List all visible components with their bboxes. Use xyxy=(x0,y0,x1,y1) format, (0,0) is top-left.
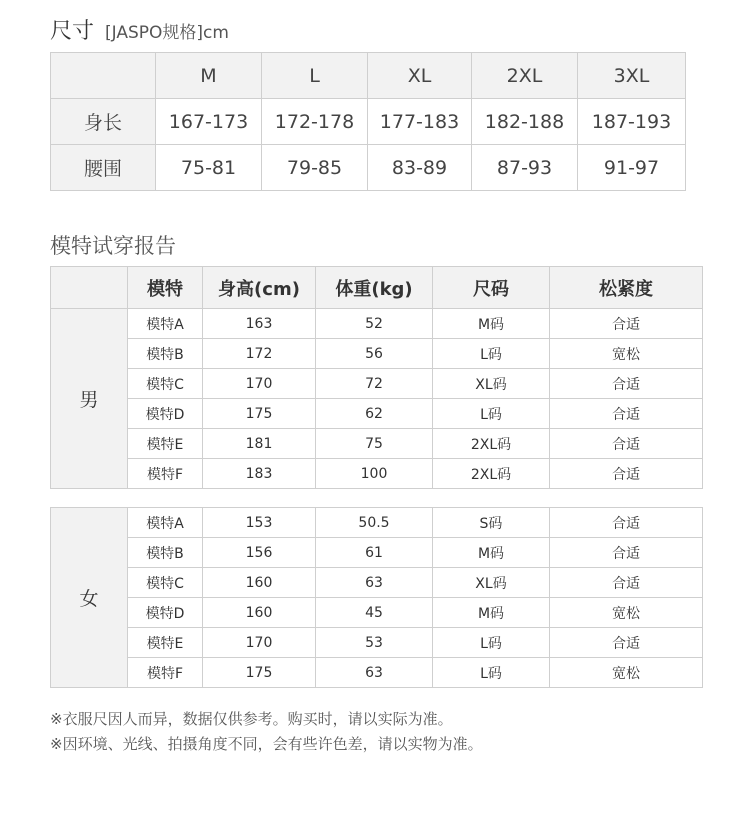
model-name: 模特E xyxy=(128,429,203,459)
model-size: XL码 xyxy=(433,369,550,399)
model-fit: 合适 xyxy=(550,568,703,598)
footnotes xyxy=(50,707,483,757)
model-fit: 合适 xyxy=(550,369,703,399)
model-size: L码 xyxy=(433,399,550,429)
model-weight: 50.5 xyxy=(316,508,433,538)
table-row xyxy=(51,399,703,429)
model-name: 模特F xyxy=(128,658,203,688)
footnote: ※衣服尺因人而异，数据仅供参考。购买时，请以实际为准。 xyxy=(50,710,453,728)
model-col-header: 体重(kg) xyxy=(316,267,433,309)
size-row-label: 腰围 xyxy=(51,145,156,191)
size-cell: 172-178 xyxy=(262,99,368,145)
table-row xyxy=(51,628,703,658)
model-fit: 合适 xyxy=(550,429,703,459)
model-fit: 合适 xyxy=(550,628,703,658)
model-fit: 合适 xyxy=(550,459,703,489)
female-model-table xyxy=(50,507,703,688)
model-size: 2XL码 xyxy=(433,429,550,459)
model-height: 183 xyxy=(203,459,316,489)
model-fit: 合适 xyxy=(550,508,703,538)
model-name: 模特D xyxy=(128,598,203,628)
model-weight: 56 xyxy=(316,339,433,369)
model-name: 模特F xyxy=(128,459,203,489)
model-height: 153 xyxy=(203,508,316,538)
size-cell: 87-93 xyxy=(472,145,578,191)
model-size: L码 xyxy=(433,658,550,688)
size-subtitle: [JASPO规格]cm xyxy=(105,23,229,43)
size-col-header: XL xyxy=(368,53,472,99)
model-name: 模特C xyxy=(128,369,203,399)
table-row xyxy=(51,309,703,339)
model-size: L码 xyxy=(433,339,550,369)
size-title xyxy=(50,14,229,45)
model-col-header: 松紧度 xyxy=(550,267,703,309)
model-section-title: 模特试穿报告 xyxy=(50,234,176,258)
size-col-header: M xyxy=(156,53,262,99)
model-height: 175 xyxy=(203,399,316,429)
model-height: 170 xyxy=(203,628,316,658)
model-weight: 53 xyxy=(316,628,433,658)
model-weight: 62 xyxy=(316,399,433,429)
gender-label: 男 xyxy=(51,309,128,489)
table-row xyxy=(51,429,703,459)
model-height: 181 xyxy=(203,429,316,459)
model-height: 163 xyxy=(203,309,316,339)
model-weight: 63 xyxy=(316,568,433,598)
model-fit: 合适 xyxy=(550,309,703,339)
table-row xyxy=(51,339,703,369)
model-size: M码 xyxy=(433,538,550,568)
model-fit: 宽松 xyxy=(550,598,703,628)
table-row xyxy=(51,538,703,568)
size-cell: 182-188 xyxy=(472,99,578,145)
model-size: 2XL码 xyxy=(433,459,550,489)
model-weight: 61 xyxy=(316,538,433,568)
male-model-table xyxy=(50,266,703,489)
model-weight: 75 xyxy=(316,429,433,459)
model-name: 模特A xyxy=(128,508,203,538)
size-header-row xyxy=(51,53,686,99)
size-cell: 91-97 xyxy=(578,145,686,191)
model-name: 模特E xyxy=(128,628,203,658)
model-col-header: 身高(cm) xyxy=(203,267,316,309)
size-table xyxy=(50,52,686,191)
size-col-header: 3XL xyxy=(578,53,686,99)
model-weight: 72 xyxy=(316,369,433,399)
model-size: S码 xyxy=(433,508,550,538)
size-title-text: 尺寸 xyxy=(50,19,95,44)
model-height: 170 xyxy=(203,369,316,399)
gender-header-cell xyxy=(51,267,128,309)
size-corner-cell xyxy=(51,53,156,99)
model-col-header: 尺码 xyxy=(433,267,550,309)
table-row xyxy=(51,369,703,399)
size-row-length xyxy=(51,99,686,145)
model-fit: 合适 xyxy=(550,399,703,429)
model-name: 模特B xyxy=(128,538,203,568)
model-name: 模特A xyxy=(128,309,203,339)
model-size: M码 xyxy=(433,598,550,628)
model-fit: 宽松 xyxy=(550,339,703,369)
model-fit: 合适 xyxy=(550,538,703,568)
size-cell: 177-183 xyxy=(368,99,472,145)
model-name: 模特C xyxy=(128,568,203,598)
model-height: 175 xyxy=(203,658,316,688)
model-weight: 100 xyxy=(316,459,433,489)
model-height: 172 xyxy=(203,339,316,369)
size-cell: 79-85 xyxy=(262,145,368,191)
footnote: ※因环境、光线、拍摄角度不同，会有些许色差，请以实物为准。 xyxy=(50,735,483,753)
table-row xyxy=(51,568,703,598)
model-size: L码 xyxy=(433,628,550,658)
model-size: M码 xyxy=(433,309,550,339)
size-cell: 83-89 xyxy=(368,145,472,191)
model-fit: 宽松 xyxy=(550,658,703,688)
size-cell: 75-81 xyxy=(156,145,262,191)
model-height: 160 xyxy=(203,568,316,598)
model-weight: 63 xyxy=(316,658,433,688)
model-col-header: 模特 xyxy=(128,267,203,309)
model-size: XL码 xyxy=(433,568,550,598)
model-weight: 45 xyxy=(316,598,433,628)
model-header-row xyxy=(51,267,703,309)
size-cell: 167-173 xyxy=(156,99,262,145)
table-row xyxy=(51,598,703,628)
size-col-header: L xyxy=(262,53,368,99)
table-row xyxy=(51,459,703,489)
model-height: 156 xyxy=(203,538,316,568)
model-name: 模特D xyxy=(128,399,203,429)
model-weight: 52 xyxy=(316,309,433,339)
size-col-header: 2XL xyxy=(472,53,578,99)
size-cell: 187-193 xyxy=(578,99,686,145)
gender-label: 女 xyxy=(51,508,128,688)
size-row-waist xyxy=(51,145,686,191)
table-row xyxy=(51,508,703,538)
model-name: 模特B xyxy=(128,339,203,369)
table-row xyxy=(51,658,703,688)
model-height: 160 xyxy=(203,598,316,628)
size-row-label: 身长 xyxy=(51,99,156,145)
